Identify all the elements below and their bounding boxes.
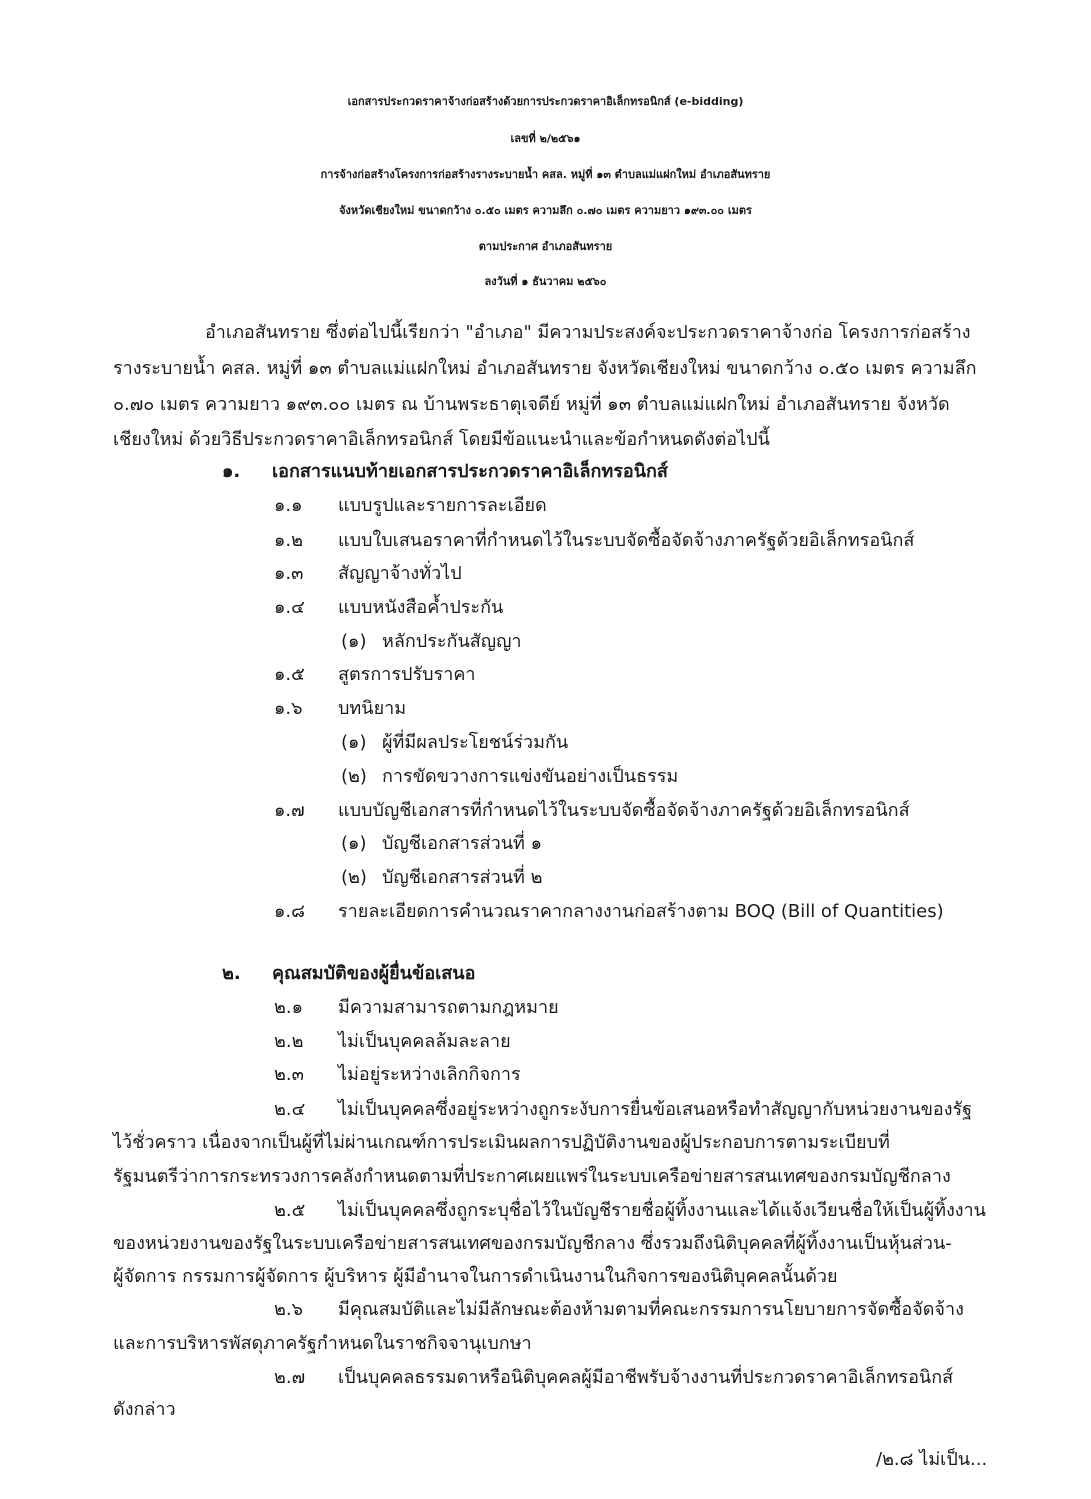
document-number: เลขที่ ๒/๒๕๖๑ bbox=[510, 132, 581, 145]
item-text: แบบใบเสนอราคาที่กำหนดไว้ในระบบจัดซื้อจัดจ้างภาครัฐด้วยอิเล็กทรอนิกส์ bbox=[338, 530, 915, 551]
item-text: แบบหนังสือค้ำประกัน bbox=[338, 597, 504, 618]
intro-line: ๐.๗๐ เมตร ความยาว ๑๙๓.๐๐ เมตร ณ บ้านพระธาตุเจดีย์ หมู่ที่ ๑๓ ตำบลแม่แฝกใหม่ อำเภอสันทราย จังหวัด bbox=[113, 394, 950, 415]
item-number: ๒.๒ bbox=[274, 1031, 304, 1052]
item-text: แบบบัญชีเอกสารที่กำหนดไว้ในระบบจัดซื้อจัดจ้างภาครัฐด้วยอิเล็กทรอนิกส์ bbox=[338, 800, 910, 821]
section-1-heading: เอกสารแนบท้ายเอกสารประกวดราคาอิเล็กทรอนิกส์ bbox=[272, 461, 668, 482]
item-number: ๒.๑ bbox=[274, 997, 304, 1018]
item-number: ๒.๕ bbox=[274, 1200, 306, 1221]
item-text: มีความสามารถตามกฎหมาย bbox=[338, 997, 559, 1018]
intro-line: อำเภอสันทราย ซึ่งต่อไปนี้เรียกว่า "อำเภอ" มีความประสงค์จะประกวดราคาจ้างก่อ โครงการก่อสร้าง bbox=[205, 322, 971, 343]
intro-line: เชียงใหม่ ด้วยวิธีประกวดราคาอิเล็กทรอนิกส์ โดยมีข้อแนะนำและข้อกำหนดดังต่อไปนี้ bbox=[113, 429, 770, 450]
section-1-number: ๑. bbox=[222, 461, 241, 482]
item-text: บทนิยาม bbox=[338, 698, 407, 719]
subitem-number: (๑) bbox=[341, 732, 367, 753]
subitem-number: (๒) bbox=[341, 867, 367, 888]
item-text: สูตรการปรับราคา bbox=[338, 664, 476, 685]
subitem-number: (๒) bbox=[341, 766, 367, 787]
item-text: รัฐมนตรีว่าการกระทรวงการคลังกำหนดตามที่ประกาศเผยแพร่ในระบบเครือข่ายสารสนเทศของกรมบัญชีกลาง bbox=[113, 1166, 951, 1187]
item-number: ๒.๓ bbox=[274, 1064, 304, 1085]
item-text: ดังกล่าว bbox=[113, 1399, 176, 1420]
subitem-text: การขัดขวางการแข่งขันอย่างเป็นธรรม bbox=[382, 766, 679, 787]
announcement-line: ตามประกาศ อำเภอสันทราย bbox=[478, 240, 613, 253]
item-number: ๑.๔ bbox=[274, 597, 305, 618]
project-line-2: จังหวัดเชียงใหม่ ขนาดกว้าง ๐.๕๐ เมตร ความลึก ๐.๗๐ เมตร ความยาว ๑๙๓.๐๐ เมตร bbox=[339, 204, 752, 217]
item-number: ๒.๖ bbox=[274, 1299, 304, 1320]
subitem-text: หลักประกันสัญญา bbox=[382, 631, 522, 652]
continuation-note: /๒.๘ ไม่เป็น... bbox=[876, 1449, 988, 1470]
item-number: ๒.๗ bbox=[274, 1367, 306, 1388]
item-number: ๑.๖ bbox=[274, 698, 303, 719]
item-text: สัญญาจ้างทั่วไป bbox=[338, 563, 462, 584]
item-text: ไว้ชั่วคราว เนื่องจากเป็นผู้ที่ไม่ผ่านเกณฑ์การประเมินผลการปฏิบัติงานของผู้ประกอบการตามระเบียบที่ bbox=[113, 1132, 890, 1153]
item-text: ไม่เป็นบุคคลซึ่งอยู่ระหว่างถูกระงับการยื่นข้อเสนอหรือทำสัญญากับหน่วยงานของรัฐ bbox=[338, 1099, 973, 1120]
item-text: มีคุณสมบัติและไม่มีลักษณะต้องห้ามตามที่คณะกรรมการนโยบายการจัดซื้อจัดจ้าง bbox=[338, 1299, 964, 1320]
item-text: ไม่อยู่ระหว่างเลิกกิจการ bbox=[338, 1064, 521, 1085]
subitem-number: (๑) bbox=[341, 833, 367, 854]
item-number: ๑.๕ bbox=[274, 664, 305, 685]
item-number: ๑.๓ bbox=[274, 563, 304, 584]
item-text: เป็นบุคคลธรรมดาหรือนิติบุคคลผู้มีอาชีพรับจ้างงานที่ประกวดราคาอิเล็กทรอนิกส์ bbox=[338, 1367, 954, 1388]
item-number: ๒.๔ bbox=[274, 1099, 306, 1120]
project-line-1: การจ้างก่อสร้างโครงการก่อสร้างรางระบายน้ำ คสล. หมู่ที่ ๑๓ ตำบลแม่แฝกใหม่ อำเภอสันทราย bbox=[320, 168, 771, 181]
item-number: ๑.๘ bbox=[274, 901, 306, 922]
intro-line: รางระบายน้ำ คสล. หมู่ที่ ๑๓ ตำบลแม่แฝกใหม่ อำเภอสันทราย จังหวัดเชียงใหม่ ขนาดกว้าง ๐.๕๐ เมตร ความลึก bbox=[113, 358, 977, 379]
item-text: รายละเอียดการคำนวณราคากลางงานก่อสร้างตาม BOQ (Bill of Quantities) bbox=[338, 901, 944, 922]
item-text: ไม่เป็นบุคคลซึ่งถูกระบุชื่อไว้ในบัญชีรายชื่อผู้ทิ้งงานและได้แจ้งเวียนชื่อให้เป็นผู้ทิ้งงาน bbox=[338, 1200, 986, 1221]
subitem-text: ผู้ที่มีผลประโยชน์ร่วมกัน bbox=[382, 732, 569, 753]
item-number: ๑.๒ bbox=[274, 530, 304, 551]
document-title: เอกสารประกวดราคาจ้างก่อสร้างด้วยการประกวดราคาอิเล็กทรอนิกส์ (e-bidding) bbox=[347, 95, 744, 108]
item-text: ผู้จัดการ กรรมการผู้จัดการ ผู้บริหาร ผู้มีอำนาจในการดำเนินงานในกิจการของนิติบุคคลนั้นด้วย bbox=[113, 1266, 838, 1287]
item-number: ๑.๗ bbox=[274, 800, 305, 821]
section-2-heading: คุณสมบัติของผู้ยื่นข้อเสนอ bbox=[272, 963, 476, 984]
item-text: ไม่เป็นบุคคลล้มละลาย bbox=[338, 1031, 511, 1052]
item-number: ๑.๑ bbox=[274, 495, 303, 516]
section-2-number: ๒. bbox=[222, 963, 241, 984]
announcement-date: ลงวันที่ ๑ ธันวาคม ๒๕๖๐ bbox=[484, 275, 607, 288]
item-text: แบบรูปและรายการละเอียด bbox=[338, 495, 547, 516]
item-text: ของหน่วยงานของรัฐในระบบเครือข่ายสารสนเทศของกรมบัญชีกลาง ซึ่งรวมถึงนิติบุคคลที่ผู้ทิ้งงานเป็นหุ้นส่วน- bbox=[113, 1233, 952, 1254]
subitem-number: (๑) bbox=[341, 631, 367, 652]
subitem-text: บัญชีเอกสารส่วนที่ ๒ bbox=[382, 867, 543, 888]
item-text: และการบริหารพัสดุภาครัฐกำหนดในราชกิจจานุเบกษา bbox=[113, 1333, 532, 1354]
subitem-text: บัญชีเอกสารส่วนที่ ๑ bbox=[382, 833, 543, 854]
